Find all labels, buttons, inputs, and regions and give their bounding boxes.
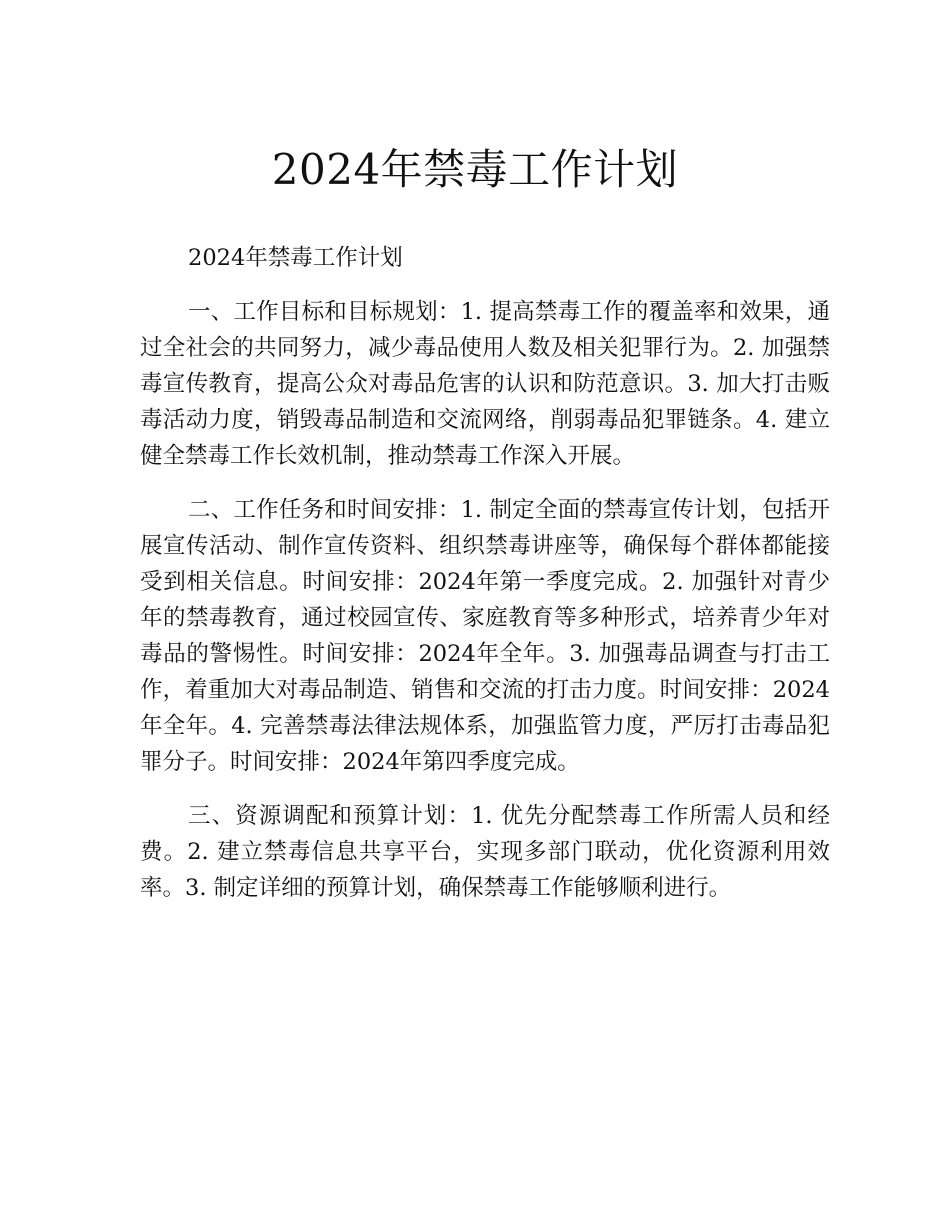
document-body xyxy=(140,240,830,924)
section-tasks-paragraph: 二、工作任务和时间安排：1. 制定全面的禁毒宣传计划，包括开展宣传活动、制作宣传资料、组织禁毒讲座等，确保每个群体都能接受到相关信息。时间安排：2024年第一季度完成。2. 加强针对青少年的禁毒教育，通过校园宣传、家庭教育等多种形式，培养青少年对毒品的警惕性。时间安排：2024年全年。3. 加强毒品调查与打击工作，着重加大对毒品制造、销售和交流的打击力度。时间安排：2024年全年。4. 完善禁毒法律法规体系，加强监管力度，严厉打击毒品犯罪分子。时间安排：2024年第四季度完成。 xyxy=(140,497,830,775)
section-resources-paragraph: 三、资源调配和预算计划：1. 优先分配禁毒工作所需人员和经费。2. 建立禁毒信息共享平台，实现多部门联动，优化资源利用效率。3. 制定详细的预算计划，确保禁毒工作能够顺利进行。 xyxy=(140,803,830,901)
document-title: 2024年禁毒工作计划 xyxy=(271,145,679,194)
section-goals-paragraph: 一、工作目标和目标规划：1. 提高禁毒工作的覆盖率和效果，通过全社会的共同努力，减少毒品使用人数及相关犯罪行为。2. 加强禁毒宣传教育，提高公众对毒品危害的认识和防范意识。3. 加大打击贩毒活动力度，销毁毒品制造和交流网络，削弱毒品犯罪链条。4. 建立健全禁毒工作长效机制，推动禁毒工作深入开展。 xyxy=(140,299,830,469)
subtitle-paragraph: 2024年禁毒工作计划 xyxy=(188,245,403,271)
